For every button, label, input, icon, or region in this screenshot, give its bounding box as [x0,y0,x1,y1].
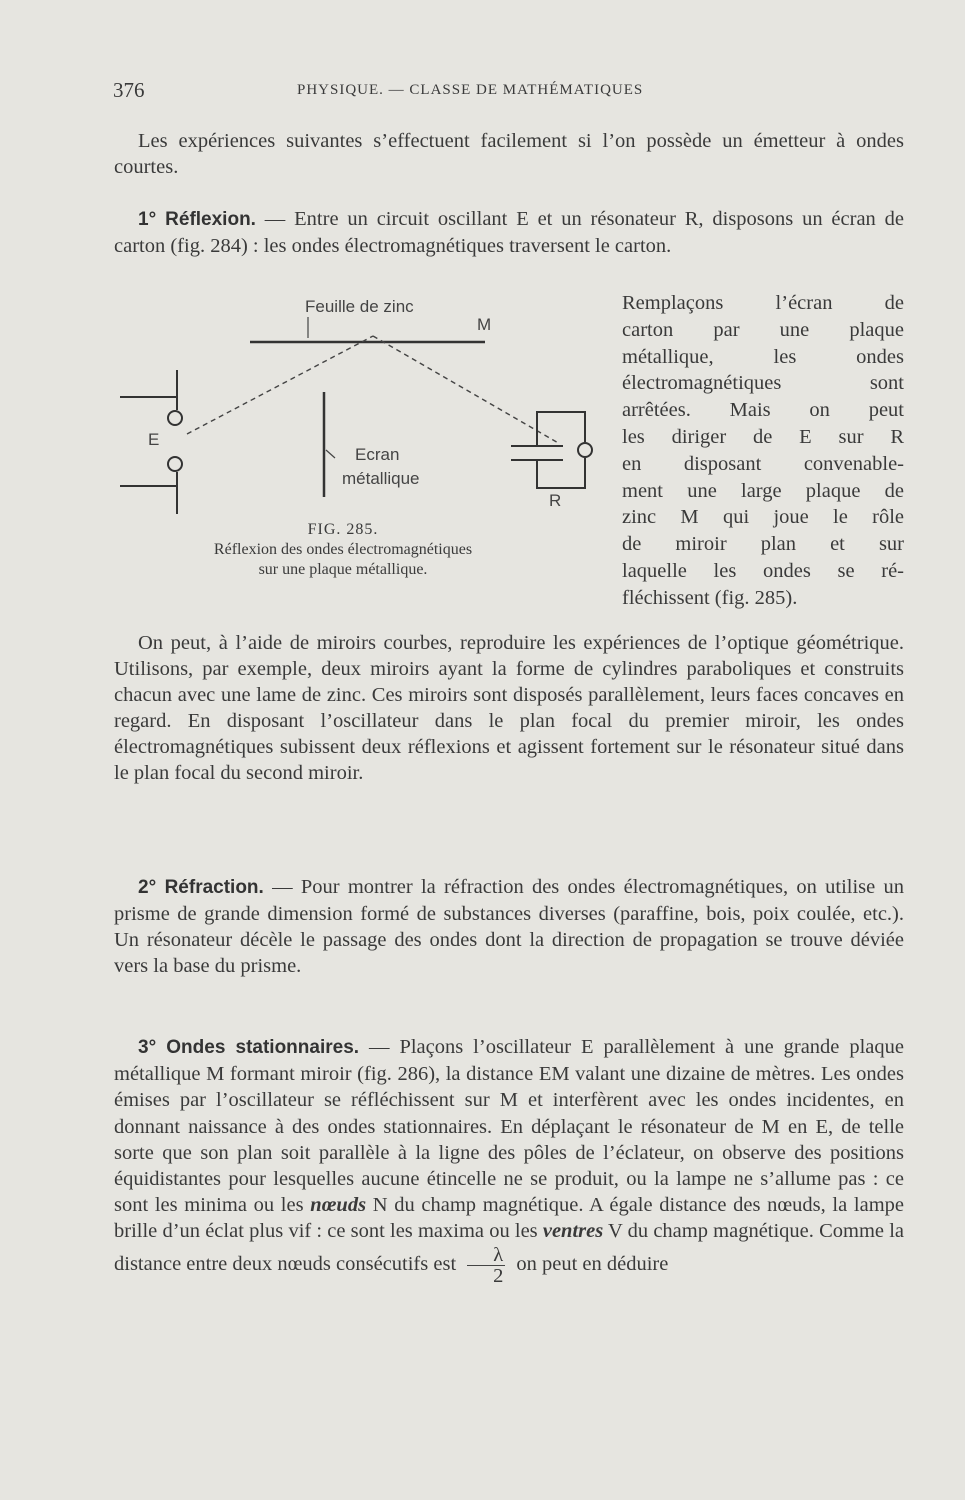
resonator-upper-wire [537,412,585,446]
oscillator-upper-ball [168,411,182,425]
intro-paragraph: Les expériences suivantes s’effectuent facilement si l’on possède un émetteur à ondes courtes. [114,130,904,178]
side-line: carton par une plaque [622,318,904,341]
stationnaires-text-2: N du champ magnétique. A égale distance des nœuds, la lampe brille d’un éclat plus vif : ce sont les maxima ou les [114,1194,904,1243]
reflexion-heading: 1° Réflexion. [138,209,256,230]
lambda-over-2-fraction [467,1245,505,1286]
stationnaires-paragraph [114,1034,904,1286]
fraction-denominator: 2 [493,1264,504,1287]
side-line: de miroir plan et sur [622,533,904,556]
caption-line-2: sur une plaque métallique. [258,561,428,578]
side-line: laquelle les ondes se ré- [622,559,904,582]
incident-wave-path [187,336,373,434]
label-metallique: métallique [342,469,420,488]
stationnaires-text-3: V du champ magnétique. Comme la distance entre deux nœuds consécutifs est [114,1220,904,1275]
reflected-wave-path [373,336,560,444]
refraction-text: — Pour montrer la réfraction des ondes électromagnétiques, on utilise un prisme de grande dimension formé de substances diverses (paraffine, bois, poix coulée, etc.). Un résonateur décèle le passage des ondes dont la direction de propagation se trouve déviée vers la base du prisme. [114,876,904,977]
label-E: E [148,430,160,449]
side-line: en disposant convenable- [622,452,904,475]
side-line: fléchissent (fig. 285). [622,586,798,609]
mirrors-paragraph: On peut, à l’aide de miroirs courbes, reproduire les expériences de l’optique géométrique. Utilisons, par exemple, deux miroirs ayant la forme de cylindres paraboliques et construits chacun avec une lame de zinc. Ces miroirs sont disposés parallèlement, leurs faces concaves en regard. En disposant l’oscillateur dans le plan focal du premier miroir, les ondes électromagnétiques subissent deux réflexions et agissent fortement sur le résonateur situé dans le plan focal du second miroir. [114,632,904,784]
ventres-term: ventres [542,1220,604,1243]
label-R: R [549,491,562,510]
label-feuille-de-zinc: Feuille de zinc [305,297,414,316]
resonator-lower-wire [537,458,585,488]
label-ecran: Ecran [355,445,400,464]
reflexion-paragraph [114,206,904,259]
figure-285-diagram [115,292,595,532]
reflexion-text: — Entre un circuit oscillant E et un résonateur R, disposons un écran de carton (fig. 284) : les ondes électromagnétiques traversent le carton. [114,208,904,257]
caption-line-1: Réflexion des ondes électromagnétiques [213,541,473,558]
side-line: zinc M qui joue le rôle [622,506,904,529]
side-line: Remplaçons l’écran de [622,292,904,314]
label-M: M [477,315,492,334]
side-paragraph [622,290,904,612]
refraction-heading: 2° Réfraction. [138,877,264,898]
stationnaires-text-4: on peut en déduire [511,1252,669,1275]
side-line: métallique, les ondes [622,345,904,368]
figure-number: FIG. 285. [307,521,379,538]
figure-caption [118,520,568,580]
oscillator-lower-ball [168,457,182,471]
resonator-gap [578,443,592,457]
side-line: électromagnétiques sont [622,372,904,395]
side-line: les diriger de E sur R [622,425,904,448]
stationnaires-text-1: — Plaçons l’oscillateur E parallèlement à une grande plaque métallique M formant miroir (fig. 286), la distance EM valant une dizaine de mètres. Les ondes émises par l’oscillateur se réfléchissent sur M et interfèrent avec les ondes incidentes, en donnant naissance à des ondes stationnaires. En déplaçant le résonateur de M en E, de telle sorte que son plan soit parallèle à la ligne des pôles de l’éclateur, on observe des positions équidistantes pour lesquelles aucune étincelle ne se produit, ou la lampe ne s’allume pas : ce sont les minima ou les [114,1036,904,1217]
page-number: 376 [113,78,145,102]
side-line: ment une large plaque de [622,479,904,502]
running-head: PHYSIQUE. — CLASSE DE MATHÉMATIQUES [297,82,644,98]
noeuds-term: nœuds [310,1194,367,1217]
stationnaires-heading: 3° Ondes stationnaires. [138,1037,360,1058]
screen-pointer [326,450,335,458]
fraction-numerator: λ [467,1245,505,1266]
refraction-paragraph [114,874,904,979]
side-line: arrêtées. Mais on peut [622,399,904,422]
